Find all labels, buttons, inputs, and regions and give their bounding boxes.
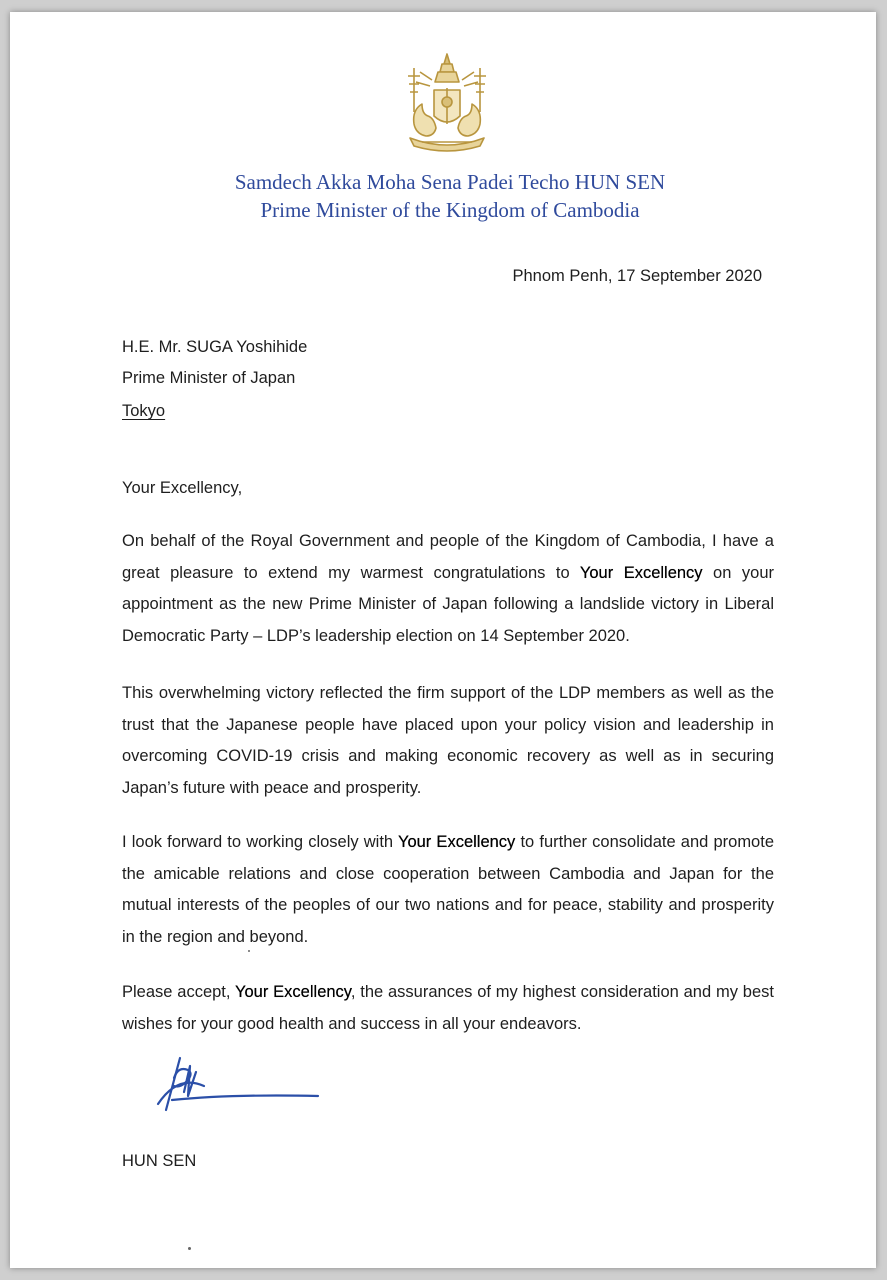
paragraph-victory: This overwhelming victory reflected the firm support of the LDP members as well as the trust that the Japanese people have placed upon your policy vision and leadership in overcoming COVID-19 crisis and making economic recovery as well as in securing Japan’s future with peace and prosperity.	[122, 684, 774, 797]
paragraph-cooperation	[122, 827, 774, 953]
recipient-city: Tokyo	[122, 402, 166, 420]
paragraph-congratulations	[122, 526, 774, 652]
recipient-position: Prime Minister of Japan	[122, 369, 296, 387]
highlight-your-excellency: Your Excellency	[397, 833, 516, 851]
signature-icon	[152, 1052, 322, 1122]
paragraph-text: to further consolidate and promote the amicable relations and close cooperation between Cambodia and Japan for the mutual interests of the peoples of our two nations and for peace, stability and prosperity in the region and beyond.	[122, 833, 774, 946]
salutation: Your Excellency,	[122, 479, 243, 497]
letter-page	[10, 12, 876, 1268]
date-line: Phnom Penh, 17 September 2020	[512, 267, 762, 285]
signer-name: HUN SEN	[122, 1152, 197, 1170]
paragraph-text: , the assurances of my highest consideration and my best wishes for your good health and success in all your endeavors.	[122, 983, 774, 1033]
paragraph-text: On behalf of the Royal Government and people of the Kingdom of Cambodia, I have a great pleasure to extend my warmest congratulations to	[122, 532, 774, 582]
paragraph-text: Please accept,	[122, 983, 236, 1001]
sender-name: Samdech Akka Moha Sena Padei Techo HUN SEN	[234, 170, 666, 194]
paragraph-text: on your appointment as the new Prime Minister of Japan following a landslide victory in Liberal Democratic Party – LDP’s leadership election on 14 September 2020.	[122, 563, 774, 645]
paragraph-closing	[122, 977, 774, 1040]
recipient-name: H.E. Mr. SUGA Yoshihide	[122, 338, 308, 356]
highlight-your-excellency: Your Excellency	[235, 983, 351, 1001]
paragraph-text: I look forward to working closely with	[122, 833, 398, 851]
scan-speck	[188, 1247, 191, 1250]
sender-title: Prime Minister of the Kingdom of Cambodia	[260, 198, 640, 222]
highlight-your-excellency: Your Excellency	[579, 563, 703, 582]
royal-emblem-icon	[392, 50, 502, 158]
scan-speck	[248, 950, 250, 952]
